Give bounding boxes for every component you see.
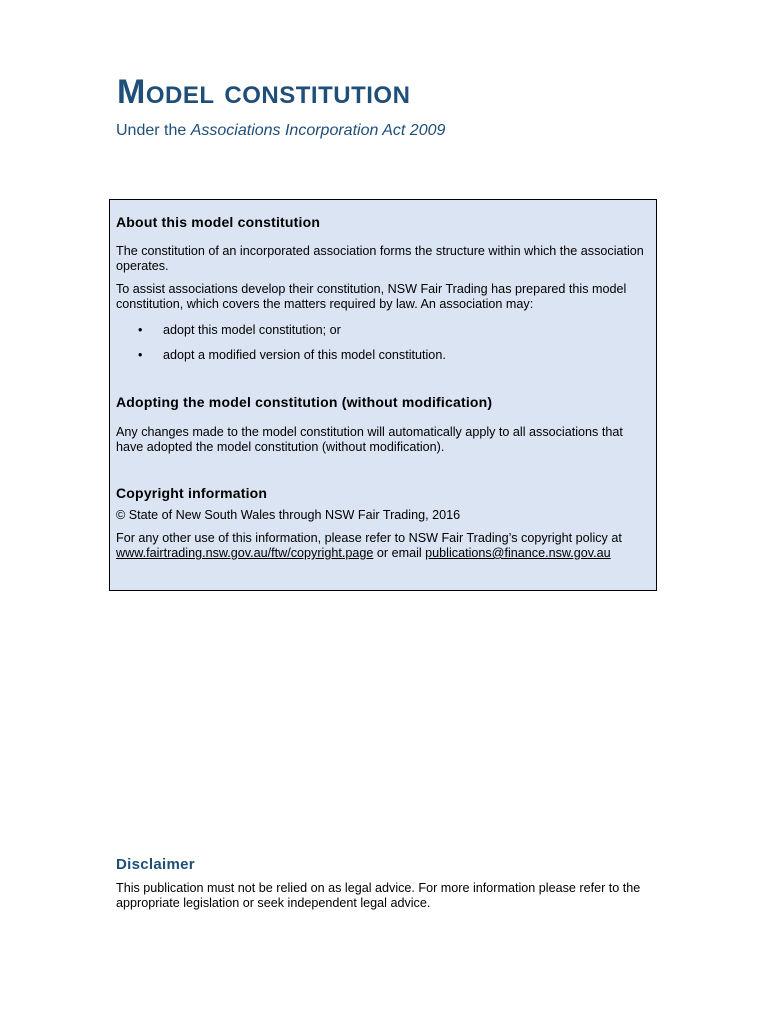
- about-info-box: [109, 199, 657, 591]
- copyright-text-middle: or email: [373, 546, 426, 560]
- copyright-page-link[interactable]: www.fairtrading.nsw.gov.au/ftw/copyright.page: [116, 546, 374, 560]
- disclaimer-text: This publication must not be relied on as legal advice. For more information please refer to the appropriate legislation or seek independent legal advice.: [116, 881, 641, 910]
- list-item: [138, 323, 341, 338]
- act-name: Associations Incorporation Act 2009: [190, 122, 446, 139]
- list-item-text: adopt a modified version of this model constitution.: [163, 348, 446, 362]
- list-item-text: adopt this model constitution; or: [163, 323, 341, 337]
- copyright-heading: Copyright information: [116, 485, 268, 501]
- publications-email-link[interactable]: publications@finance.nsw.gov.au: [425, 546, 611, 560]
- disclaimer-heading: Disclaimer: [116, 856, 195, 873]
- copyright-text-prefix: For any other use of this information, please refer to NSW Fair Trading’s copyright policy at: [116, 531, 622, 545]
- list-item: [138, 348, 446, 363]
- page-subtitle: [116, 121, 445, 141]
- about-paragraph-1: The constitution of an incorporated association forms the structure within which the association operates.: [116, 244, 644, 273]
- about-heading: About this model constitution: [116, 214, 321, 230]
- bullet-icon: •: [138, 348, 143, 362]
- copyright-paragraph: [116, 531, 646, 561]
- bullet-icon: •: [138, 323, 143, 337]
- adopting-heading: Adopting the model constitution (without modification): [116, 394, 493, 410]
- about-paragraph-2: To assist associations develop their constitution, NSW Fair Trading has prepared this model constitution, which covers the matters required by law. An association may:: [116, 282, 627, 311]
- page-title: Model constitution: [117, 73, 411, 111]
- adopting-paragraph: Any changes made to the model constitution will automatically apply to all associations that have adopted the model constitution (without modification).: [116, 425, 623, 454]
- subtitle-prefix: Under the: [116, 122, 191, 139]
- copyright-line: © State of New South Wales through NSW Fair Trading, 2016: [116, 508, 461, 522]
